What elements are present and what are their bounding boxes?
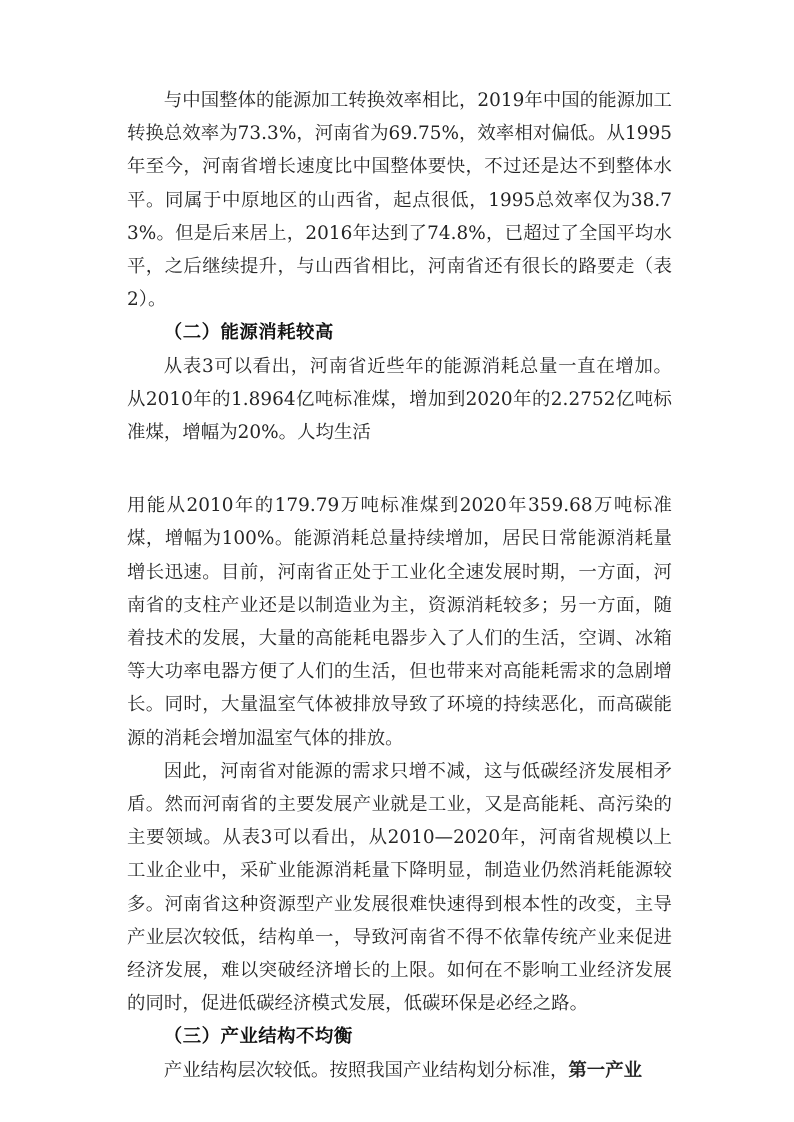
paragraph-industrial-structure [127, 1054, 672, 1087]
section-heading-two: （二）能源消耗较高 [163, 322, 334, 344]
section-heading-three: （三）产业结构不均衡 [163, 1026, 353, 1048]
page-break-gap [127, 449, 672, 489]
paragraph-per-capita-energy-use: 用能从2010年的179.79万吨标准煤到2020年359.68万吨标准煤，增幅为100%。能源消耗总量持续增加，居民日常能源消耗量增长迅速。目前，河南省正处于工业化全速发展时期，一方面，河南省的支柱产业还是以制造业为主，资源消耗较多；另一方面，随着技术的发展，大量的高能耗电器步入了人们的生活，空调、冰箱等大功率电器方便了人们的生活，但也带来对高能耗需求的急剧增长。同时，大量温室气体被排放导致了环境的持续恶化，而高碳能源的消耗会增加温室气体的排放。 [127, 495, 672, 749]
emphasis-first-industry: 第一产业 [568, 1059, 642, 1081]
paragraph-industrial-structure-text: 产业结构层次较低。按照我国产业结构划分标准， [163, 1059, 569, 1081]
paragraph-energy-demand-contradiction: 因此，河南省对能源的需求只增不减，这与低碳经济发展相矛盾。然而河南省的主要发展产业就是工业，又是高能耗、高污染的主要领域。从表3可以看出，从2010—2020年，河南省规模以上工业企业中，采矿业能源消耗量下降明显，制造业仍然消耗能源较多。河南省这种资源型产业发展很难快速得到根本性的改变，主导产业层次较低，结构单一，导致河南省不得不依靠传统产业来促进经济发展，难以突破经济增长的上限。如何在不影响工业经济发展的同时，促进低碳经济模式发展，低碳环保是必经之路。 [127, 760, 672, 1015]
paragraph-energy-consumption-total: 从表3可以看出，河南省近些年的能源消耗总量一直在增加。从2010年的1.8964亿吨标准煤，增加到2020年的2.2752亿吨标准煤，增幅为20%。人均生活 [127, 355, 672, 444]
page-content-area [127, 84, 672, 1087]
paragraph-energy-conversion-efficiency: 与中国整体的能源加工转换效率相比，2019年中国的能源加工转换总效率为73.3%，河南省为69.75%，效率相对偏低。从1995年至今，河南省增长速度比中国整体要快，不过还是达不到整体水平。同属于中原地区的山西省，起点很低，1995总效率仅为38.73%。但是后来居上，2016年达到了74.8%，已超过了全国平均水平，之后继续提升，与山西省相比，河南省还有很长的路要走（表2）。 [127, 90, 672, 311]
